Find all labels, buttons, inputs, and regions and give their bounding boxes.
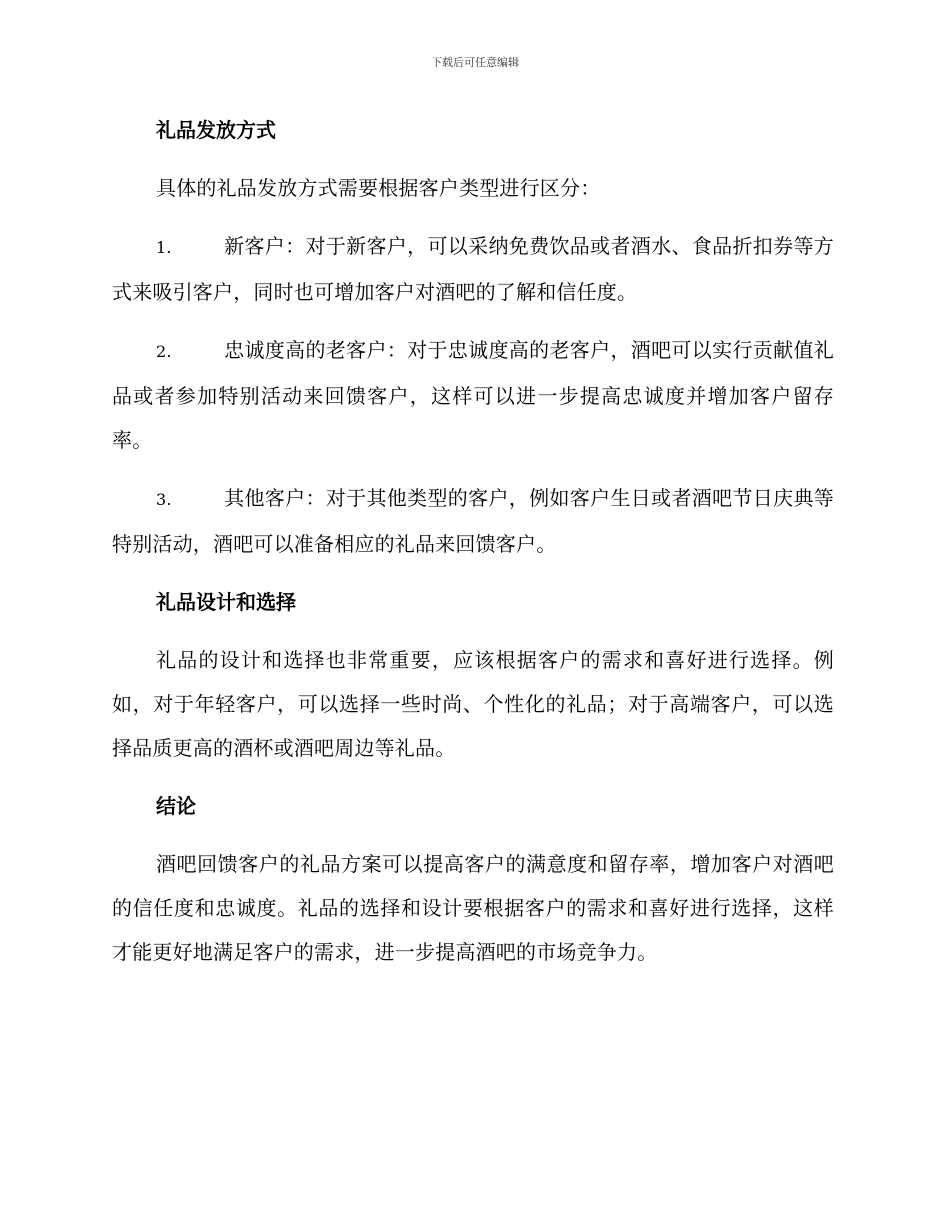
list-text: 新客户：对于新客户，可以采纳免费饮品或者酒水、食品折扣券等方式来吸引客户，同时也可增加客户对酒吧的了解和信任度。 [112,234,834,304]
list-text: 其他客户：对于其他类型的客户，例如客户生日或者酒吧节日庆典等特别活动，酒吧可以准备相应的礼品来回馈客户。 [112,486,834,556]
section-heading-gift-design: 礼品设计和选择 [156,590,296,614]
list-number: 2. [156,342,172,361]
conclusion-paragraph: 酒吧回馈客户的礼品方案可以提高客户的满意度和留存率，增加客户对酒吧的信任度和忠诚度。礼品的选择和设计要根据客户的需求和喜好进行选择，这样才能更好地满足客户的需求，进一步提高酒吧的市场竞争力。 [112,852,834,964]
list-item-loyal-customers [112,328,834,462]
gift-design-paragraph: 礼品的设计和选择也非常重要，应该根据客户的需求和喜好进行选择。例如，对于年轻客户，可以选择一些时尚、个性化的礼品；对于高端客户，可以选择品质更高的酒杯或酒吧周边等礼品。 [112,648,834,760]
section-heading-gift-distribution: 礼品发放方式 [156,118,276,142]
list-item-new-customers [112,224,834,314]
list-item-other-customers [112,476,834,566]
document-body [112,108,834,974]
list-text: 忠诚度高的老客户：对于忠诚度高的老客户，酒吧可以实行贡献值礼品或者参加特别活动来回馈客户，这样可以进一步提高忠诚度并增加客户留存率。 [112,338,834,452]
list-number: 3. [156,490,172,509]
list-number: 1. [156,238,172,257]
header-note: 下载后可任意编辑 [431,56,519,69]
section-intro-paragraph: 具体的礼品发放方式需要根据客户类型进行区分： [156,176,601,200]
section-heading-conclusion: 结论 [156,794,196,818]
